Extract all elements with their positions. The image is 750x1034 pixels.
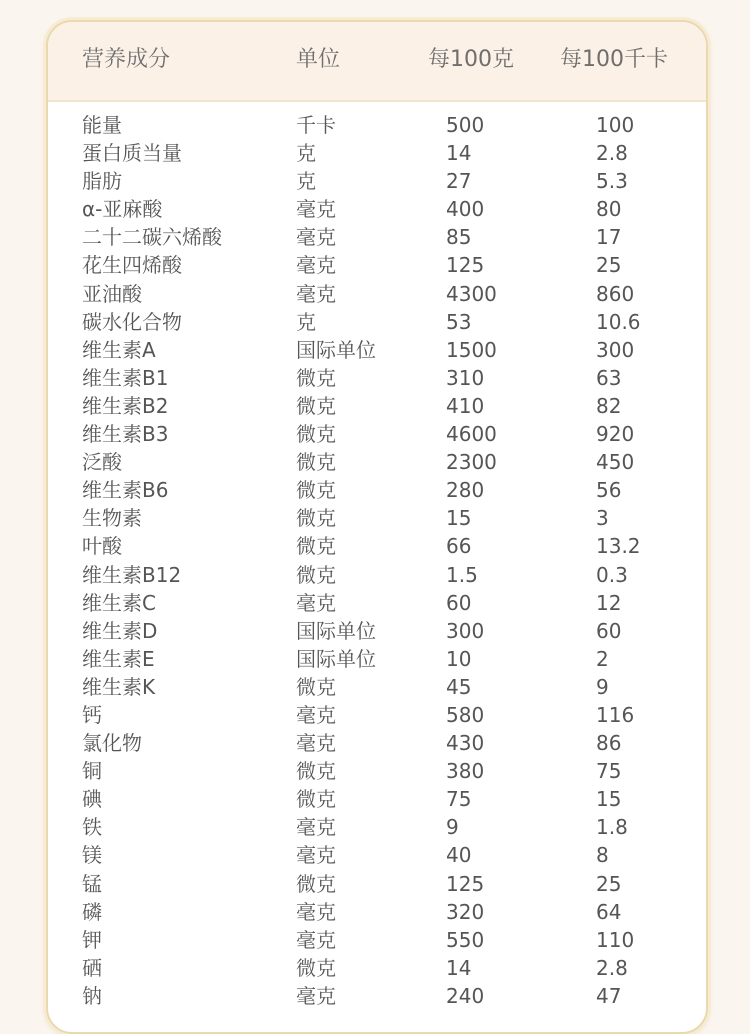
nutrient-name: 二十二碳六烯酸 [82,225,222,250]
per-100g-cell: 500 [446,113,485,137]
unit-cell: 克 [296,141,316,166]
per-100kcal-cell: 12 [596,590,622,615]
per-100kcal-cell: 13.2 [596,534,641,559]
per-100g-cell: 53 [446,309,472,334]
per-100g-cell: 75 [446,787,472,812]
table-row [48,589,706,617]
per-100g-cell: 85 [446,225,472,250]
unit-cell: 微克 [296,393,336,418]
unit-cell: 千卡 [296,113,336,137]
nutrient-name: 钾 [82,927,102,952]
header-unit: 单位 [296,47,341,72]
nutrition-table-card [46,20,708,1034]
table-row [48,167,706,195]
nutrient-name: 碳水化合物 [82,309,182,334]
per-100kcal-cell: 0.3 [596,562,628,587]
per-100g-cell: 1500 [446,337,497,362]
table-row [48,982,706,1010]
table-row [48,870,706,898]
table-row [48,223,706,251]
per-100kcal-cell: 64 [596,899,622,924]
unit-cell: 微克 [296,562,336,587]
header-per-100kcal: 每100千卡 [560,47,668,72]
nutrient-name: 硒 [82,955,102,980]
unit-cell: 微克 [296,365,336,390]
table-row [48,561,706,589]
per-100g-cell: 66 [446,534,472,559]
per-100g-cell: 280 [446,478,485,503]
per-100g-cell: 9 [446,815,459,840]
nutrient-name: 锰 [82,871,102,896]
unit-cell: 微克 [296,450,336,475]
per-100g-cell: 4600 [446,422,497,447]
per-100kcal-cell: 9 [596,674,609,699]
unit-cell: 毫克 [296,815,336,840]
table-row [48,841,706,869]
per-100kcal-cell: 116 [596,702,635,727]
unit-cell: 微克 [296,674,336,699]
table-row [48,701,706,729]
per-100kcal-cell: 300 [596,337,635,362]
per-100kcal-cell: 1.8 [596,815,628,840]
nutrient-name: 维生素C [82,590,156,615]
unit-cell: 毫克 [296,899,336,924]
per-100kcal-cell: 60 [596,618,622,643]
per-100g-cell: 10 [446,646,472,671]
unit-cell: 国际单位 [296,618,376,643]
table-row [48,280,706,308]
table-row [48,757,706,785]
per-100g-cell: 380 [446,759,485,784]
table-row [48,926,706,954]
unit-cell: 微克 [296,422,336,447]
unit-cell: 克 [296,309,316,334]
per-100g-cell: 40 [446,843,472,868]
per-100kcal-cell: 80 [596,197,622,222]
nutrient-name: 铜 [82,759,102,784]
table-row [48,420,706,448]
nutrient-name: 泛酸 [82,450,122,475]
nutrient-name: 能量 [82,113,122,137]
per-100kcal-cell: 47 [596,983,622,1008]
per-100g-cell: 27 [446,169,472,194]
per-100g-cell: 430 [446,731,485,756]
per-100kcal-cell: 75 [596,759,622,784]
per-100kcal-cell: 8 [596,843,609,868]
unit-cell: 毫克 [296,983,336,1008]
unit-cell: 毫克 [296,197,336,222]
per-100kcal-cell: 3 [596,506,609,531]
per-100g-cell: 2300 [446,450,497,475]
table-row [48,954,706,982]
header-nutrient: 营养成分 [82,47,171,72]
per-100g-cell: 125 [446,871,485,896]
per-100g-cell: 310 [446,365,485,390]
per-100g-cell: 400 [446,197,485,222]
unit-cell: 微克 [296,506,336,531]
table-row [48,364,706,392]
table-row [48,504,706,532]
unit-cell: 毫克 [296,281,336,306]
per-100g-cell: 300 [446,618,485,643]
nutrient-name: 维生素B3 [82,422,169,447]
nutrient-name: 氯化物 [82,731,142,756]
per-100kcal-cell: 82 [596,393,622,418]
per-100g-cell: 14 [446,955,472,980]
per-100g-cell: 15 [446,506,472,531]
table-row [48,336,706,364]
per-100g-cell: 4300 [446,281,497,306]
table-row [48,785,706,813]
per-100g-cell: 550 [446,927,485,952]
per-100g-cell: 240 [446,983,485,1008]
nutrient-name: 生物素 [82,506,142,531]
unit-cell: 克 [296,169,316,194]
table-row [48,392,706,420]
per-100kcal-cell: 2.8 [596,141,628,166]
unit-cell: 毫克 [296,590,336,615]
nutrient-name: 维生素D [82,618,158,643]
per-100kcal-cell: 15 [596,787,622,812]
per-100kcal-cell: 860 [596,281,635,306]
table-row [48,476,706,504]
table-row [48,645,706,673]
per-100kcal-cell: 100 [596,113,635,137]
nutrient-name: 铁 [82,815,102,840]
nutrient-name: 脂肪 [82,169,122,194]
unit-cell: 国际单位 [296,646,376,671]
table-row [48,251,706,279]
per-100kcal-cell: 10.6 [596,309,641,334]
table-row [48,195,706,223]
per-100kcal-cell: 450 [596,450,635,475]
table-row [48,729,706,757]
unit-cell: 毫克 [296,731,336,756]
table-row [48,308,706,336]
unit-cell: 微克 [296,759,336,784]
per-100g-cell: 410 [446,393,485,418]
per-100kcal-cell: 2.8 [596,955,628,980]
table-row [48,617,706,645]
per-100kcal-cell: 63 [596,365,622,390]
table-row [48,532,706,560]
nutrient-name: 花生四烯酸 [82,253,182,278]
per-100kcal-cell: 5.3 [596,169,628,194]
per-100g-cell: 1.5 [446,562,478,587]
table-row [48,111,706,139]
nutrient-name: 亚油酸 [82,281,142,306]
nutrient-name: 维生素B6 [82,478,169,503]
per-100g-cell: 14 [446,141,472,166]
nutrient-name: 叶酸 [82,534,122,559]
per-100g-cell: 580 [446,702,485,727]
table-body [48,111,706,1010]
per-100g-cell: 60 [446,590,472,615]
table-row [48,448,706,476]
per-100kcal-cell: 56 [596,478,622,503]
nutrient-name: 维生素E [82,646,155,671]
per-100kcal-cell: 25 [596,871,622,896]
header-per-100g: 每100克 [428,47,514,72]
nutrient-name: 碘 [82,787,102,812]
nutrient-name: α-亚麻酸 [82,197,163,222]
unit-cell: 微克 [296,955,336,980]
unit-cell: 毫克 [296,702,336,727]
table-row [48,813,706,841]
unit-cell: 微克 [296,871,336,896]
unit-cell: 微克 [296,534,336,559]
per-100g-cell: 320 [446,899,485,924]
table-row [48,898,706,926]
nutrient-name: 磷 [82,899,102,924]
unit-cell: 毫克 [296,253,336,278]
unit-cell: 毫克 [296,927,336,952]
table-row [48,139,706,167]
nutrient-name: 维生素B2 [82,393,169,418]
per-100kcal-cell: 25 [596,253,622,278]
nutrient-name: 维生素K [82,674,156,699]
nutrient-name: 钠 [82,983,102,1008]
unit-cell: 国际单位 [296,337,376,362]
nutrient-name: 镁 [82,843,102,868]
per-100kcal-cell: 86 [596,731,622,756]
per-100kcal-cell: 920 [596,422,635,447]
nutrient-name: 钙 [82,702,102,727]
per-100kcal-cell: 110 [596,927,635,952]
table-row [48,673,706,701]
nutrient-name: 蛋白质当量 [82,141,182,166]
per-100g-cell: 125 [446,253,485,278]
unit-cell: 微克 [296,787,336,812]
per-100g-cell: 45 [446,674,472,699]
unit-cell: 毫克 [296,843,336,868]
nutrient-name: 维生素A [82,337,156,362]
nutrient-name: 维生素B12 [82,562,182,587]
unit-cell: 毫克 [296,225,336,250]
per-100kcal-cell: 17 [596,225,622,250]
table-header [48,22,706,102]
nutrient-name: 维生素B1 [82,365,169,390]
unit-cell: 微克 [296,478,336,503]
per-100kcal-cell: 2 [596,646,609,671]
